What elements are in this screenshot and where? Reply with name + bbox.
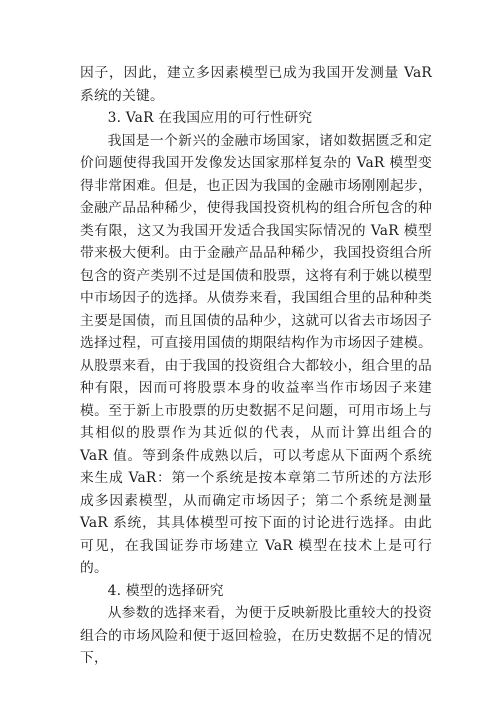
- paragraph-continuation: 因子，因此，建立多因素模型已成为我国开发测量 VaR 系统的关键。: [80, 65, 432, 104]
- document-body: [80, 62, 432, 670]
- section-heading-4: 4. 模型的选择研究: [107, 582, 224, 599]
- paragraph-feasibility: 我国是一个新兴的金融市场国家，诸如数据匮乏和定价问题使得我国开发像发达国家那样复杂的 VaR 模型变得非常困难。但是，也正因为我国的金融市场刚刚起步，金融产品品种稀少，使得我国投资机构的组合所包含的种类有限，这又为我国开发适合我国实际情况的 VaR 模型带来极大便利。由于金融产品品种稀少，我国投资组合所包含的资产类别不过是国债和股票，这将有利于姚以模型中市场因子的选择。从债券来看，我国组合里的品种种类主要是国债，而且国债的品种少，这就可以省去市场因子选择过程，可直接用国债的期限结构作为市场因子建模。从股票来看，由于我国的投资组合大都较小，组合里的品种有限，因而可将股票本身的收益率当作市场因子来建模。至于新上市股票的历史数据不足问题，可用市场上与其相似的股票作为其近似的代表，从而计算出组合的 VaR 值。等到条件成熟以后，可以考虑从下面两个系统来生成 VaR：第一个系统是按本章第二节所述的方法形成多因素模型，从而确定市场因子；第二个系统是测量 VaR 系统，其具体模型可按下面的讨论进行选择。由此可见，在我国证券市场建立 VaR 模型在技术上是可行的。: [80, 132, 432, 576]
- section-heading-3: 3. VaR 在我国应用的可行性研究: [107, 110, 313, 126]
- paragraph-model-selection: 从参数的选择来看，为便于反映新股比重较大的投资组合的市场风险和便于返回检验，在历史数据不足的情况下，: [80, 605, 432, 666]
